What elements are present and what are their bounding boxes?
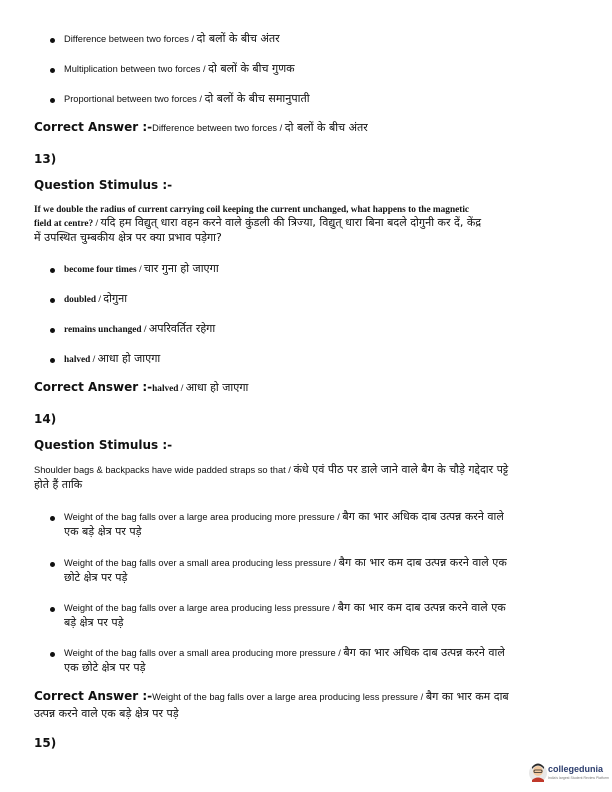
q13-stimulus: If we double the radius of current carrying coil keeping the current unchanged, what happens to the magnetic field at centre? / यदि हम विद्युत् धारा वहन करने वाले कुंडली की त्रिज्या, विद्युत् धारा बिना बदले दोगुनी कर दें, केंद्र में उपस्थित चुम्बकीय क्षेत्र पर क्या प्रभाव पड़ेगा? (34, 205, 482, 244)
q12-correct-answer: Correct Answer :-Difference between two forces / दो बलों के बीच अंतर (34, 120, 368, 134)
q13-correct-answer: Correct Answer :-halved / आधा हो जाएगा (34, 380, 249, 394)
logo-text: collegedunia (548, 764, 604, 774)
q14-option-4: Weight of the bag falls over a small area producing more pressure / बैग का भार अधिक दाब उत्पन्न करने वाले एक छोटे क्षेत्र पर पड़े (64, 646, 505, 674)
q12-option-2: Multiplication between two forces / दो बलों के बीच गुणक (64, 62, 295, 75)
q14-correct-answer: Correct Answer :-Weight of the bag falls over a large area producing less pressure / बैग का भार कम दाब उत्पन्न करने वाले एक बड़े क्षेत्र पर पड़े (34, 689, 509, 720)
q13-option-4: halved / आधा हो जाएगा (64, 352, 161, 365)
bullet (50, 358, 55, 363)
bullet (50, 516, 55, 521)
logo-subtext: India's largest Student Review Platform (548, 776, 609, 780)
bullet (50, 38, 55, 43)
bullet (50, 98, 55, 103)
question-number: 15) (34, 736, 57, 750)
question-number: 14) (34, 412, 57, 426)
q14-stimulus: Shoulder bags & backpacks have wide padded straps so that / कंधे एवं पीठ पर डाले जाने वाले बैग के चौड़े गद्देदार पट्टे होते हैं ताकि (34, 463, 509, 491)
q12-option-1: Difference between two forces / दो बलों के बीच अंतर (64, 32, 280, 45)
bullet (50, 607, 55, 612)
question-number: 13) (34, 152, 57, 166)
bullet (50, 68, 55, 73)
q14-option-1: Weight of the bag falls over a large area producing more pressure / बैग का भार अधिक दाब उत्पन्न करने वाले एक बड़े क्षेत्र पर पड़े (64, 510, 504, 538)
q13-option-2: doubled / दोगुना (64, 292, 128, 305)
q13-option-1: become four times / चार गुना हो जाएगा (64, 262, 219, 275)
question-stimulus-label: Question Stimulus :- (34, 438, 173, 452)
bullet (50, 562, 55, 567)
q13-option-3: remains unchanged / अपरिवर्तित रहेगा (64, 322, 216, 335)
bullet (50, 328, 55, 333)
q12-option-3: Proportional between two forces / दो बलों के बीच समानुपाती (64, 92, 310, 105)
q14-option-3: Weight of the bag falls over a large area producing less pressure / बैग का भार कम दाब उत्पन्न करने वाले एक बड़े क्षेत्र पर पड़े (64, 601, 506, 629)
q14-option-2: Weight of the bag falls over a small area producing less pressure / बैग का भार कम दाब उत्पन्न करने वाले एक छोटे क्षेत्र पर पड़े (64, 556, 507, 584)
question-stimulus-label: Question Stimulus :- (34, 178, 173, 192)
bullet (50, 268, 55, 273)
bullet (50, 652, 55, 657)
bullet (50, 298, 55, 303)
